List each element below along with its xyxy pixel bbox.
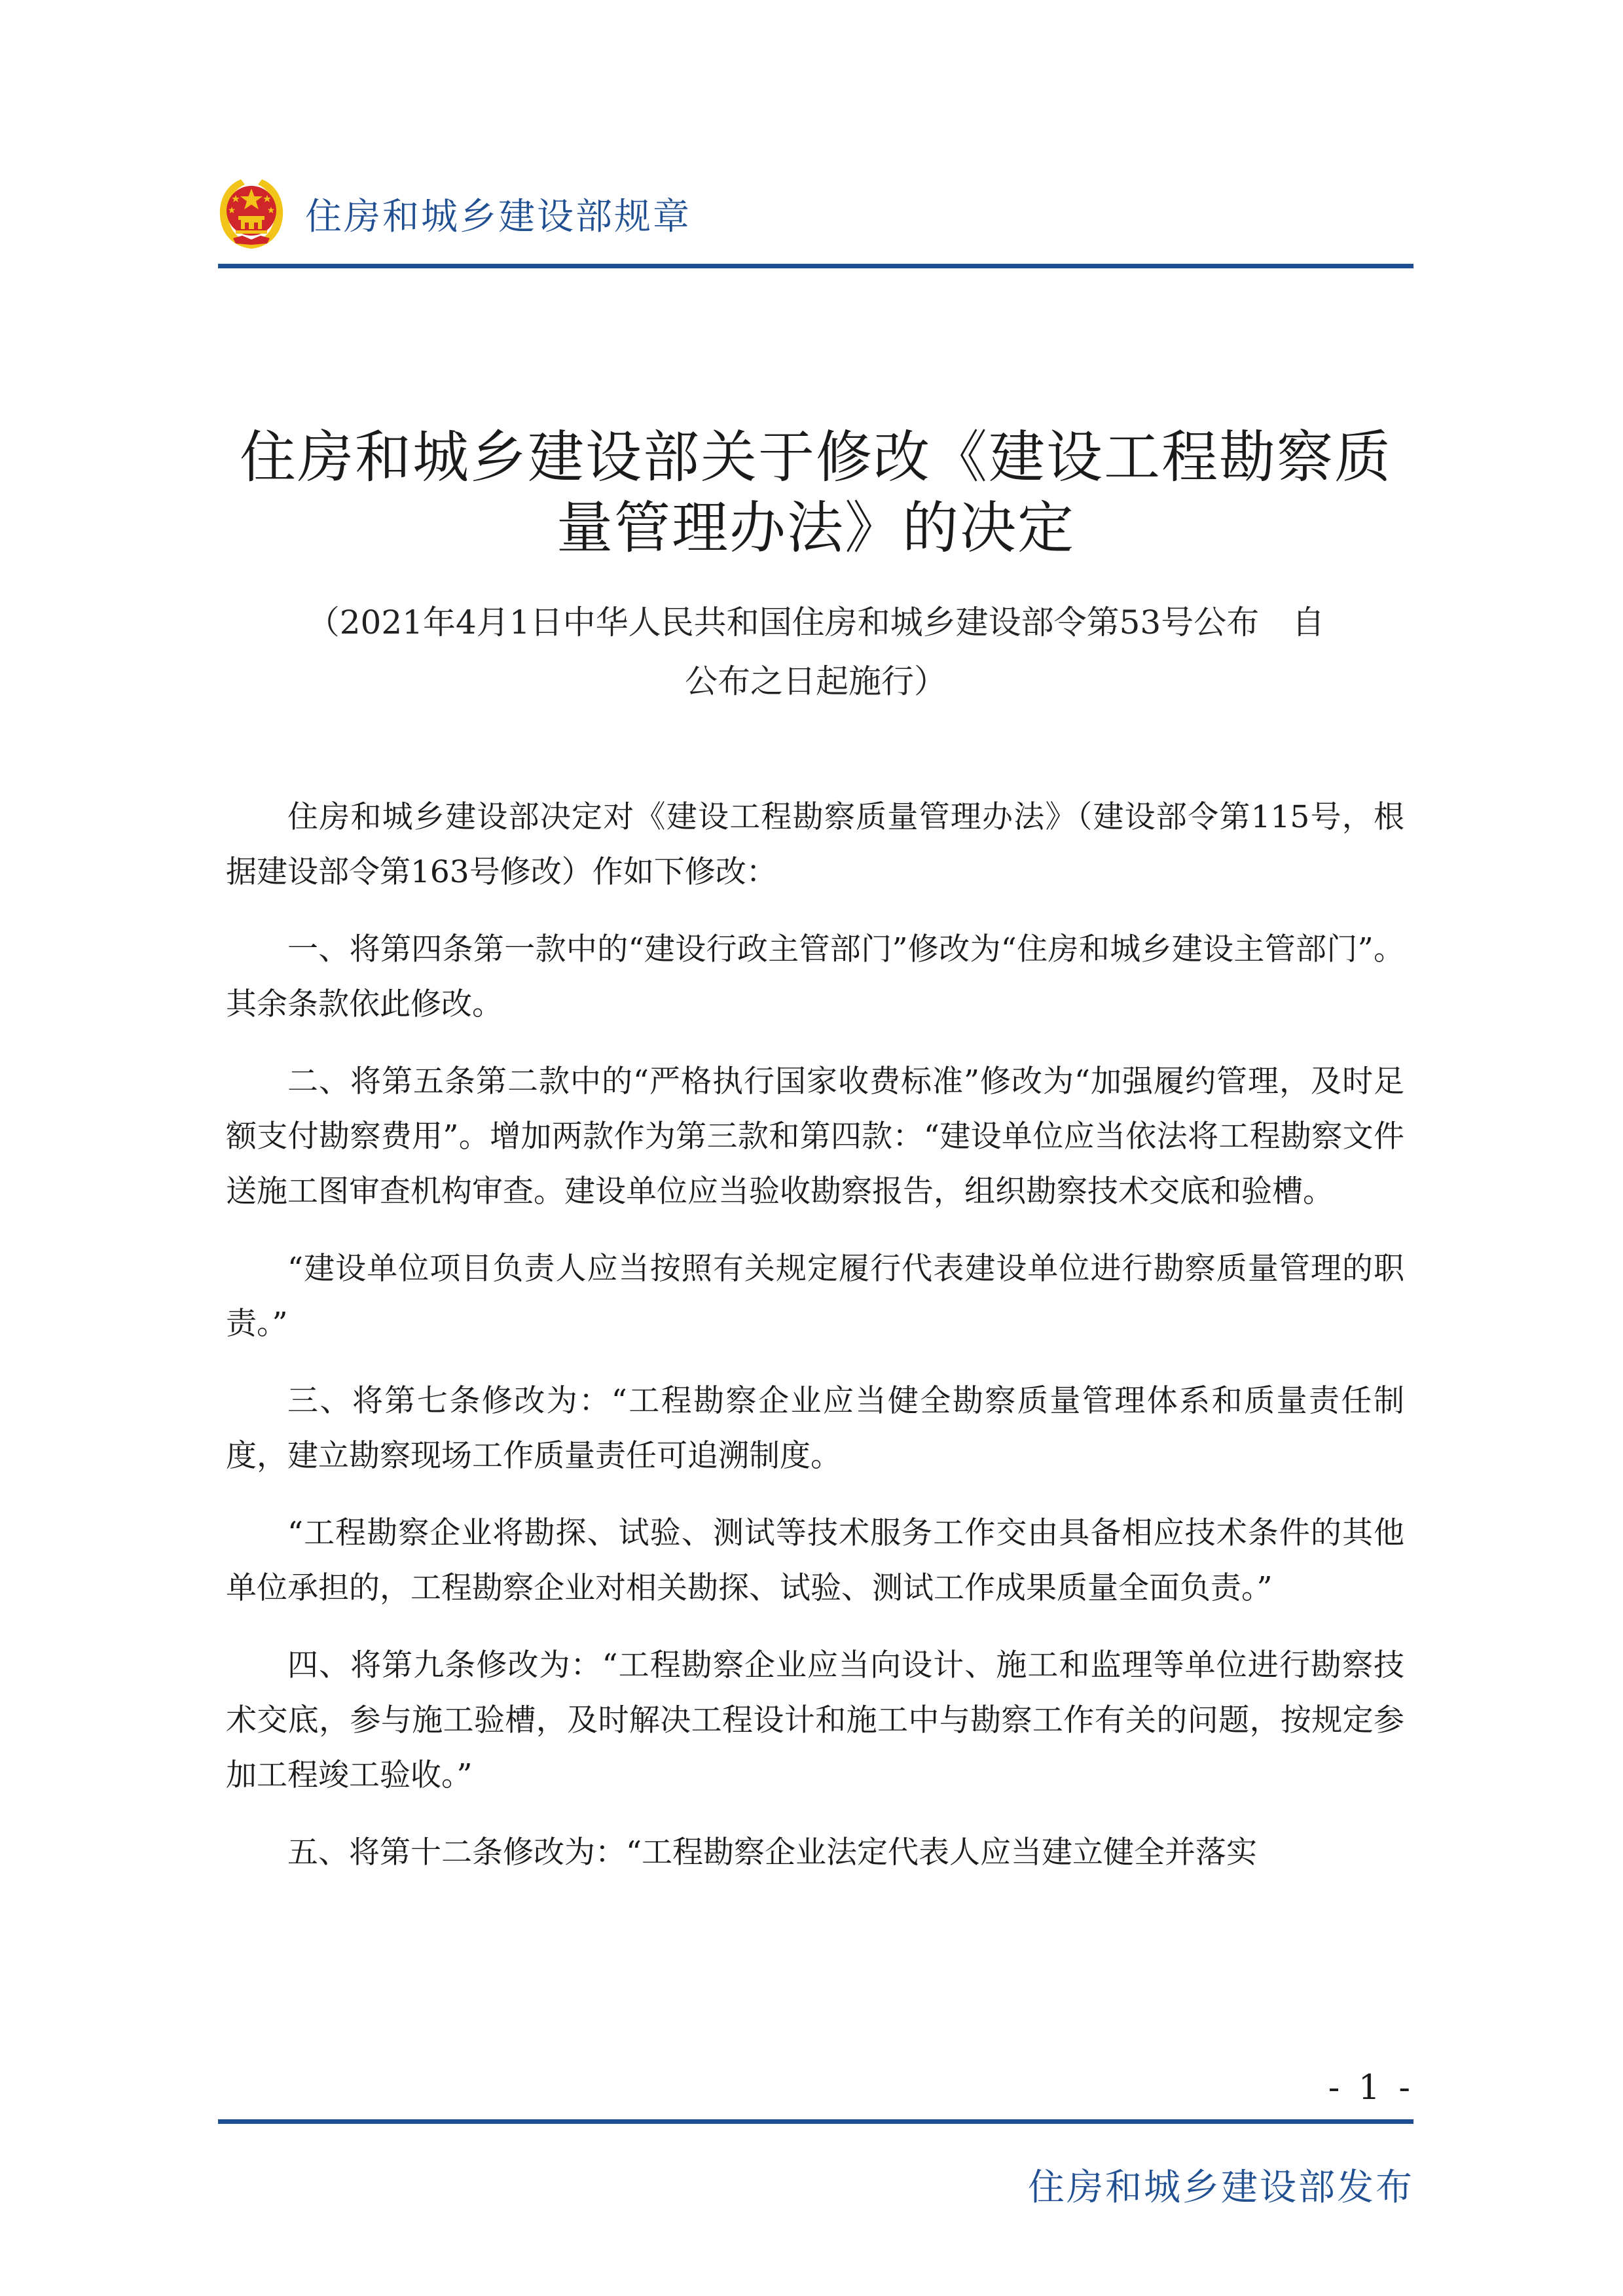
body-paragraph: 一、将第四条第一款中的“建设行政主管部门”修改为“住房和城乡建设主管部门”。其余条款依此修改。 [226,931,1404,1022]
footer-publisher: 住房和城乡建设部发布 [1028,2166,1414,2209]
national-emblem-icon [216,175,287,253]
body-paragraph: 四、将第九条修改为：“工程勘察企业应当向设计、施工和监理等单位进行勘察技术交底，参与施工验槽，及时解决工程设计和施工中与勘察工作有关的问题，按规定参加工程竣工验收。” [226,1647,1404,1793]
page-header [216,175,691,253]
body-paragraph: 住房和城乡建设部决定对《建设工程勘察质量管理办法》（建设部令第115号，根据建设部令第163号修改）作如下修改： [226,799,1404,890]
body-paragraph: “工程勘察企业将勘探、试验、测试等技术服务工作交由具备相应技术条件的其他单位承担的，工程勘察企业对相关勘探、试验、测试工作成果质量全面负责。” [226,1515,1404,1606]
body-paragraph: “建设单位项目负责人应当按照有关规定履行代表建设单位进行勘察质量管理的职责。” [226,1251,1404,1342]
document-subtitle-line-2: 公布之日起施行） [685,662,947,700]
document-title [218,422,1413,564]
footer-divider [218,2119,1413,2124]
document-title-line-1: 住房和城乡建设部关于修改《建设工程勘察质 [240,425,1392,490]
document-subtitle [218,593,1413,711]
document-title-line-2: 量管理办法》的决定 [556,495,1075,561]
header-title: 住房和城乡建设部规章 [305,196,691,238]
body-paragraph: 五、将第十二条修改为：“工程勘察企业法定代表人应当建立健全并落实 [287,1835,1258,1871]
body-paragraph: 三、将第七条修改为：“工程勘察企业应当健全勘察质量管理体系和质量责任制度，建立勘察现场工作质量责任可追溯制度。 [226,1383,1404,1474]
document-body [226,790,1404,1903]
document-subtitle-line-1: （2021年4月1日中华人民共和国住房和城乡建设部令第53号公布 自 [306,603,1325,641]
body-paragraph: 二、将第五条第二款中的“严格执行国家收费标准”修改为“加强履约管理，及时足额支付勘察费用”。增加两款作为第三款和第四款：“建设单位应当依法将工程勘察文件送施工图审查机构审查。建设单位应当验收勘察报告，组织勘察技术交底和验槽。 [226,1064,1404,1210]
page-number: - 1 - [1328,2068,1414,2108]
header-divider [218,264,1413,268]
